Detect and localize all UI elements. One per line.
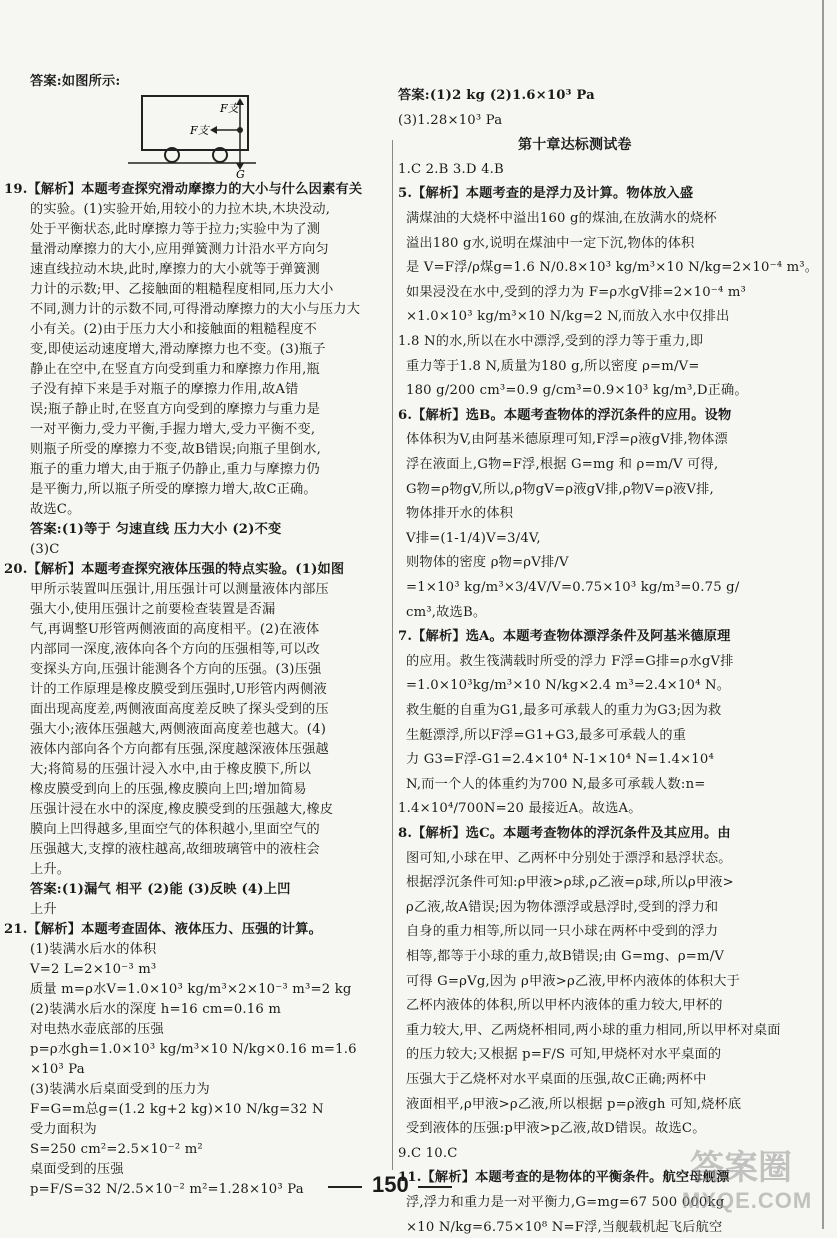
right-text-line: 满煤油的大烧杯中溢出160 g的煤油,在放满水的烧杯 xyxy=(406,211,717,226)
left-text-line: 小有关。(2)由于压力大小和接触面的粗糙程度不 xyxy=(30,322,318,337)
left-text-line: 桌面受到的压强 xyxy=(30,1162,124,1177)
arrow-left-head xyxy=(210,126,217,134)
left-text-line: 速直线拉动木块,此时,摩擦力的大小就等于弹簧测 xyxy=(30,262,320,277)
left-text-line: 子没有掉下来是手对瓶子的摩擦力作用,故A错 xyxy=(30,382,299,397)
watermark-line1: 答案圈 xyxy=(690,1148,792,1188)
label-f-left: F支 xyxy=(190,124,209,137)
label-g: G xyxy=(236,168,245,178)
left-text-line: (3)装满水后桌面受到的压力为 xyxy=(30,1082,210,1097)
right-text-line: 压强大于乙烧杯对水平桌面的压强,故C正确;两杯中 xyxy=(406,1072,707,1087)
left-text-line: ×10³ Pa xyxy=(30,1062,85,1077)
right-text-line: 浮,浮力和重力是一对平衡力,G=mg=67 500 000kg xyxy=(406,1195,725,1210)
right-text-line: 溢出180 g水,说明在煤油中一定下沉,物体的体积 xyxy=(406,235,695,251)
left-text-line: 质量 m=ρ水V=1.0×10³ kg/m³×2×10⁻³ m³=2 kg xyxy=(30,982,352,997)
left-text-line: 对电热水壶底部的压强 xyxy=(30,1022,164,1037)
right-text-line: 答案:(1)2 kg (2)1.6×10³ Pa xyxy=(398,88,595,103)
right-text-line: ×10 N/kg=6.75×10⁸ N=F浮,当舰载机起飞后航空 xyxy=(406,1219,723,1235)
right-text-line: 的压力较大;又根据 p=F/S 可知,甲烧杯对水平桌面的 xyxy=(406,1047,722,1063)
right-text-line: 180 g/200 cm³=0.9 g/cm³=0.9×10³ kg/m³,D正确。 xyxy=(406,383,748,399)
right-text-line: 11.【解析】本题考查的是物体的平衡条件。航空母舰漂 xyxy=(398,1170,730,1186)
right-text-line: 液面相平,ρ甲液>ρ乙液,所以根据 p=ρ液gh 可知,烧杯底 xyxy=(406,1096,742,1112)
right-text-line: 9.C 10.C xyxy=(398,1145,458,1161)
right-text-line: 6.【解析】选B。本题考查物体的浮沉条件的应用。设物 xyxy=(398,407,732,423)
left-text-line: F=G=m总g=(1.2 kg+2 kg)×10 N/kg=32 N xyxy=(30,1102,324,1117)
left-text-line: (3)C xyxy=(30,542,60,557)
left-text-line: 强大小,使用压强计之前要检查装置是否漏 xyxy=(30,602,276,617)
left-text-line: S=250 cm²=2.5×10⁻² m² xyxy=(30,1142,203,1157)
answer-figure-label: 答案:如图所示: xyxy=(30,74,121,89)
right-text-line: 力 G3=F浮-G1=2.4×10⁴ N-1×10⁴ N=1.4×10⁴ xyxy=(406,752,714,768)
right-text-line: 1.8 N的水,所以在水中漂浮,受到的浮力等于重力,即 xyxy=(398,334,704,349)
right-text-line: 体体积为V,由阿基米德原理可知,F浮=ρ液gV排,物体漂 xyxy=(406,432,728,448)
right-text-line: 可得 G=ρVg,因为 ρ甲液>ρ乙液,甲杯内液体的体积大于 xyxy=(406,973,740,989)
left-text-line: 答案:(1)等于 匀速直线 压力大小 (2)不变 xyxy=(30,522,282,537)
left-text-line: V=2 L=2×10⁻³ m³ xyxy=(30,962,157,977)
left-text-line: 20.【解析】本题考查探究液体压强的特点实验。(1)如图 xyxy=(4,562,345,577)
left-text-line: 计的工作原理是橡皮膜受到压强时,U形管内两侧液 xyxy=(30,682,327,697)
column-divider xyxy=(392,140,393,1170)
right-text-line: G物=ρ物gV,所以,ρ物gV=ρ液gV排,ρ物V=ρ液V排, xyxy=(406,481,714,497)
left-text-line: 误;瓶子静止时,在竖直方向受到的摩擦力与重力是 xyxy=(30,402,321,417)
page-number: 150 xyxy=(372,1172,409,1197)
left-text-line: 甲所示装置叫压强计,用压强计可以测量液体内部压 xyxy=(30,582,329,597)
right-text-line: 的应用。救生筏满载时所受的浮力 F浮=G排=ρ水gV排 xyxy=(406,653,734,669)
left-text-line: (2)装满水后水的深度 h=16 cm=0.16 m xyxy=(30,1002,282,1017)
right-text-line: ×1.0×10³ kg/m³×10 N/kg=2 N,而放入水中仅排出 xyxy=(406,309,730,325)
right-text-line: 受到液体的压强:p甲液>p乙液,故D错误。故选C。 xyxy=(406,1121,706,1137)
right-text-line: 物体排开水的体积 xyxy=(406,506,514,522)
right-text-line: 重力较大,甲、乙两烧杯相同,两小球的重力相同,所以甲杯对桌面 xyxy=(406,1022,781,1038)
left-text-line: 答案:(1)漏气 相平 (2)能 (3)反映 (4)上凹 xyxy=(30,882,291,897)
right-text-line: 根据浮沉条件可知:ρ甲液>ρ球,ρ乙液=ρ球,所以ρ甲液> xyxy=(406,875,734,891)
right-text-line: 如果浸没在水中,受到的浮力为 F=ρ水gV排=2×10⁻⁴ m³ xyxy=(406,284,747,300)
left-text-line: 力计的示数;甲、乙接触面的粗糙程度相同,压力大小 xyxy=(30,282,334,297)
right-text-line: ρ乙液,故A错误;因为物体漂浮或悬浮时,受到的浮力和 xyxy=(406,899,719,915)
right-text-line: N,而一个人的体重约为700 N,最多可承载人数:n= xyxy=(406,776,706,792)
watermark xyxy=(668,1140,818,1220)
left-text-line: 不同,测力计的示数不同,可得滑动摩擦力的大小与压力大 xyxy=(30,302,361,317)
left-text-line: 瓶子的重力增大,由于瓶子仍静止,重力与摩擦力仍 xyxy=(30,462,320,477)
right-text-line: 1.C 2.B 3.D 4.B xyxy=(398,161,504,177)
left-text-line: 故选C。 xyxy=(30,502,81,517)
left-text-line: 量滑动摩擦力的大小,应用弹簧测力计沿水平方向匀 xyxy=(30,242,329,257)
right-text-line: 重力等于1.8 N,质量为180 g,所以密度 ρ=m/V= xyxy=(406,358,700,374)
right-text-line: =1.0×10³kg/m³×10 N/kg×2.4 m³=2.4×10⁴ N。 xyxy=(406,678,731,694)
right-text-line: 是 V=F浮/ρ煤g=1.6 N/0.8×10³ kg/m³×10 N/kg=2×10⁻⁴ m³。 xyxy=(406,260,819,276)
page-edge xyxy=(822,0,824,1229)
left-text-line: 液体内部向各个方向都有压强,深度越深液体压强越 xyxy=(30,742,329,757)
left-text-line: 19.【解析】本题考查探究滑动摩擦力的大小与什么因素有关 xyxy=(4,182,363,197)
right-text-line: 则物体的密度 ρ物=ρV排/V xyxy=(406,555,569,571)
right-text-line: 救生艇的自重为G1,最多可承载人的重力为G3;因为救 xyxy=(406,703,722,718)
right-text-line: 8.【解析】选C。本题考查物体的浮沉条件及其应用。由 xyxy=(398,826,731,841)
left-text-line: 21.【解析】本题考查固体、液体压力、压强的计算。 xyxy=(4,922,323,937)
left-text-line: 一对平衡力,受力平衡,手握力增大,受力平衡不变, xyxy=(30,422,316,437)
left-text-line: 内部同一深度,液体向各个方向的压强相等,可以改 xyxy=(30,642,320,657)
right-text-line: 生艇漂浮,所以F浮=G1+G3,最多可承载人的重 xyxy=(406,727,687,743)
right-text-line: 自身的重力相等,所以同一只小球在两杯中受到的浮力 xyxy=(406,924,719,940)
right-text-line: (3)1.28×10³ Pa xyxy=(398,112,503,128)
left-text-line: p=F/S=32 N/2.5×10⁻² m²=1.28×10³ Pa xyxy=(30,1182,304,1197)
left-text-line: 变探头方向,压强计能测各个方向的压强。(3)压强 xyxy=(30,662,322,677)
right-text-line: 图可知,小球在甲、乙两杯中分别处于漂浮和悬浮状态。 xyxy=(406,850,732,866)
label-f-up: F支 xyxy=(220,102,239,115)
section-title: 第十章达标测试卷 xyxy=(518,137,632,154)
left-text-line: 膜向上凹得越多,里面空气的体积越小,里面空气的 xyxy=(30,822,320,837)
watermark-line2: MXQE.COM xyxy=(682,1188,813,1213)
left-text-line: 是平衡力,所以瓶子所受的摩擦力增大,故C正确。 xyxy=(30,482,317,497)
left-text-line: 压强越大,支撑的液柱越高,故细玻璃管中的液柱会 xyxy=(30,842,320,857)
left-text-line: p=ρ水gh=1.0×10³ kg/m³×10 N/kg×0.16 m=1.6 xyxy=(30,1042,357,1057)
left-text-line: 的实验。(1)实验开始,用较小的力拉木块,木块没动, xyxy=(30,202,331,217)
left-text-line: 变,即使运动速度增大,滑动摩擦力也不变。(3)瓶子 xyxy=(30,342,326,357)
left-text-line: 面出现高度差,两侧液面高度差反映了探头受到的压 xyxy=(30,702,329,717)
right-text-line: 1.4×10⁴/700N=20 最接近A。故选A。 xyxy=(398,801,642,817)
right-text-line: 5.【解析】本题考查的是浮力及计算。物体放入盛 xyxy=(398,186,694,202)
right-text-line: 相等,都等于小球的重力,故B错误;由 G=mg、ρ=m/V xyxy=(406,949,725,964)
left-text-line: 橡皮膜受到向上的压强,橡皮膜向上凹;增加简易 xyxy=(30,782,307,797)
left-text-line: 强大小;液体压强越大,两侧液面高度差也越大。(4) xyxy=(30,722,327,737)
left-text-line: 大;将简易的压强计浸入水中,由于橡皮膜下,所以 xyxy=(30,762,312,777)
right-text-line: 浮在液面上,G物=F浮,根据 G=mg 和 ρ=m/V 可得, xyxy=(406,457,719,472)
left-text-line: 受力面积为 xyxy=(30,1122,97,1137)
left-text-line: 压强计浸在水中的深度,橡皮膜受到的压强越大,橡皮 xyxy=(30,802,334,817)
right-text-line: 乙杯内液体的体积,所以甲杯内液体的重力较大,甲杯的 xyxy=(406,998,723,1014)
page-dash-left xyxy=(328,1186,362,1188)
right-text-line: cm³,故选B。 xyxy=(406,604,487,620)
right-text-line: 7.【解析】选A。本题考查物体漂浮条件及阿基米德原理 xyxy=(398,629,731,645)
left-text-line: (1)装满水后水的体积 xyxy=(30,942,157,957)
left-text-line: 则瓶子所受的摩擦力不变,故B错误;向瓶子里倒水, xyxy=(30,442,322,457)
left-text-line: 上升。 xyxy=(30,862,71,877)
page-dash-right xyxy=(418,1186,452,1188)
left-text-line: 上升 xyxy=(30,902,57,917)
right-text-line: V排=(1-1/4)V=3/4V, xyxy=(406,530,541,546)
left-text-line: 气,再调整U形管两侧液面的高度相平。(2)在液体 xyxy=(30,622,320,637)
force-diagram xyxy=(120,92,260,178)
left-text-line: 处于平衡状态,此时摩擦力等于拉力;实验中为了测 xyxy=(30,222,321,237)
right-text-line: =1×10³ kg/m³×3/4V/V=0.75×10³ kg/m³=0.75 g/ xyxy=(406,580,740,595)
left-text-line: 静止在空中,在竖直方向受到重力和摩擦力作用,瓶 xyxy=(30,362,320,377)
